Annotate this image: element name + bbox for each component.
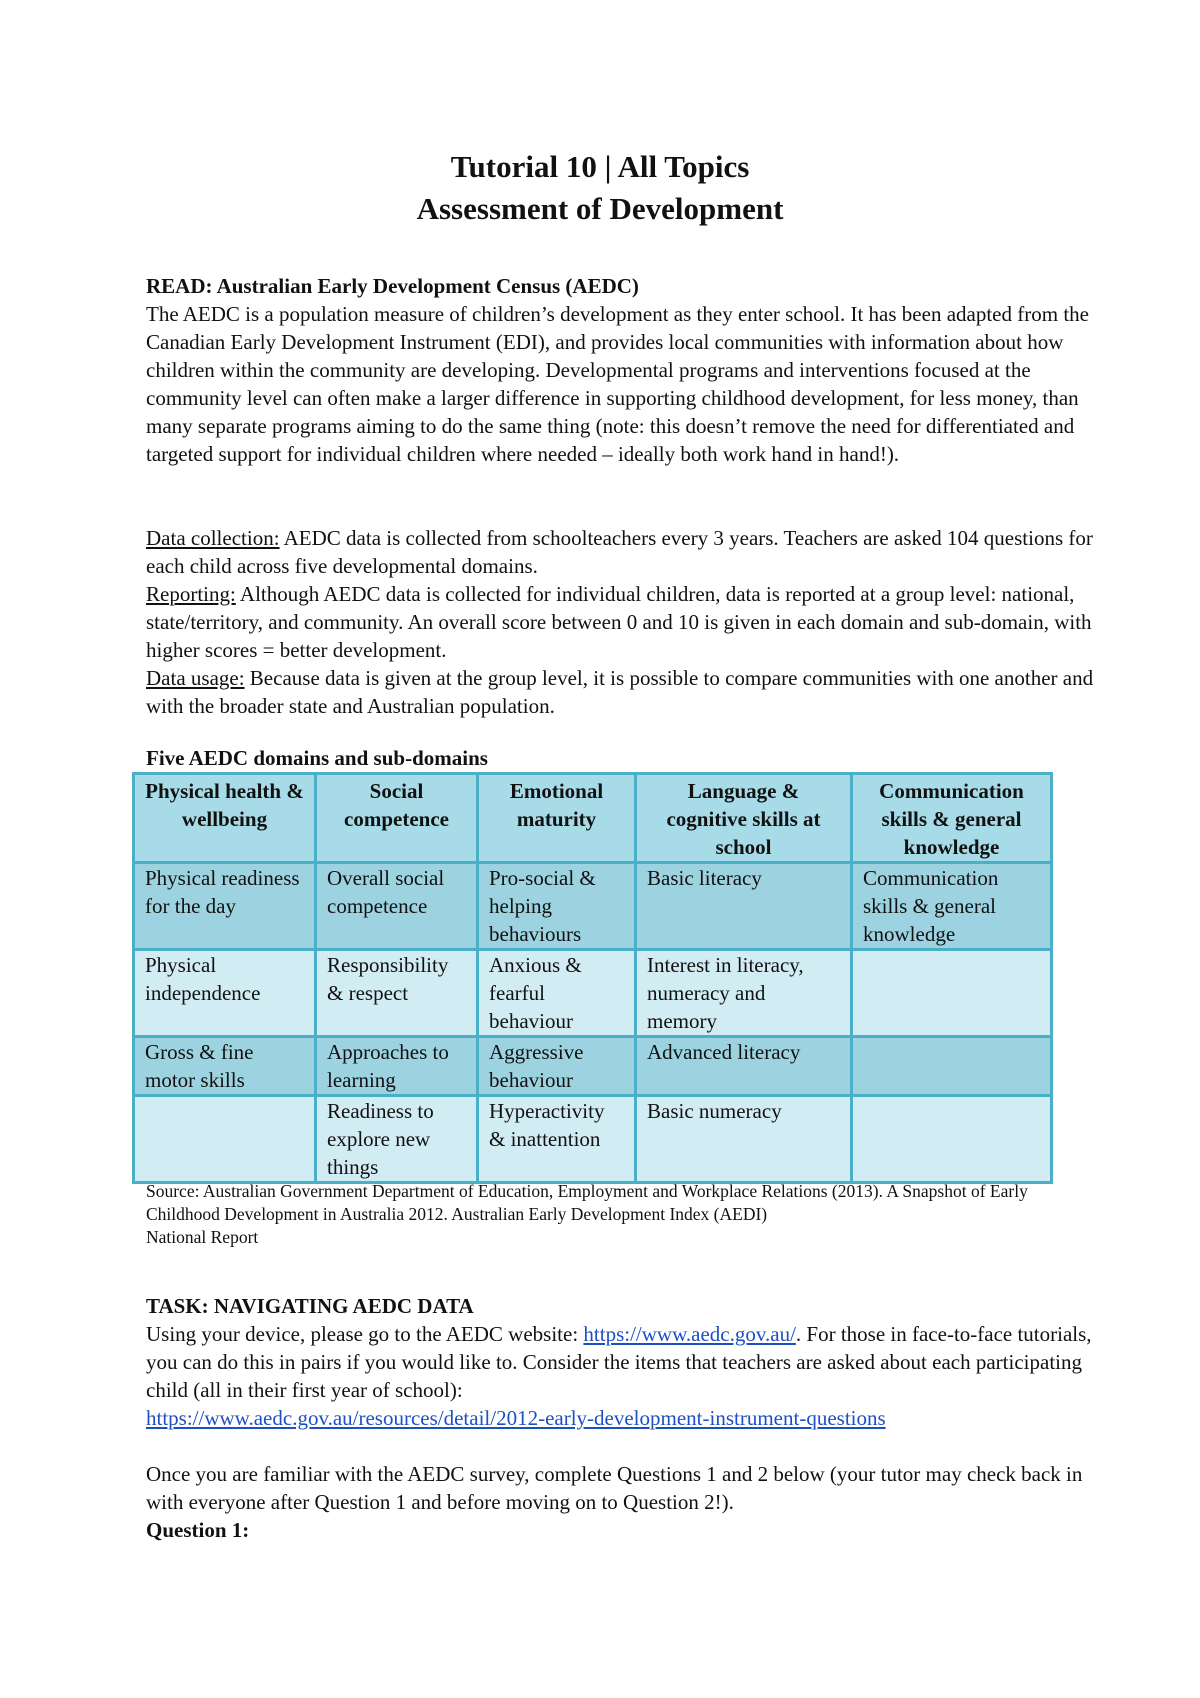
task-text-after-link: . For those in face-to-face tutorials, you can do this in pairs if you would like to. Consider the items that teachers are asked about each participating child (all in their first year of school): [146,1322,1092,1402]
table-caption: Five AEDC domains and sub-domains [146,746,488,770]
table-header-cell: Social competence [316,774,478,863]
table-row [134,863,1052,950]
followup-paragraph: Once you are familiar with the AEDC survey, complete Questions 1 and 2 below (your tutor may check back in with everyone after Question 1 and before moving on to Question 2!). [146,1462,1083,1514]
table-cell [852,950,1052,1037]
table-row [134,950,1052,1037]
task-paragraph [146,1320,1106,1404]
task-section [146,1292,1106,1432]
table-cell: Hyperactivity & inattention [478,1096,636,1183]
table-header-cell: Communication skills & general knowledge [852,774,1052,863]
task-text-before-link: Using your device, please go to the AEDC website: [146,1322,584,1346]
table-cell: Basic literacy [636,863,852,950]
table-row [134,1037,1052,1096]
source-citation-line2: National Report [146,1227,259,1247]
data-usage-text: Because data is given at the group level, it is possible to compare communities with one another and with the broader state and Australian population. [146,666,1094,718]
table-header-cell: Physical health & wellbeing [134,774,316,863]
aedc-website-link[interactable]: https://www.aedc.gov.au/ [583,1322,796,1346]
table-cell [852,1096,1052,1183]
reporting-label: Reporting: [146,582,236,606]
data-collection-label: Data collection: [146,526,280,550]
task-heading: TASK: NAVIGATING AEDC DATA [146,1294,474,1318]
table-cell: Aggressive behaviour [478,1037,636,1096]
table-cell: Advanced literacy [636,1037,852,1096]
data-usage-label: Data usage: [146,666,245,690]
table-cell: Overall social competence [316,863,478,950]
read-section [146,272,1106,468]
table-cell: Approaches to learning [316,1037,478,1096]
table-header-row [134,774,1052,863]
table-cell: Gross & fine motor skills [134,1037,316,1096]
table-header-cell: Language & cognitive skills at school [636,774,852,863]
table-cell [852,1037,1052,1096]
table-source [146,1180,1106,1249]
read-paragraph: The AEDC is a population measure of children’s development as they enter school. It has been adapted from the Canadian Early Development Instrument (EDI), and provides local communities with information about how children within the community are developing. Developmental programs and interventions focused at the community level can often make a larger difference in supporting childhood development, for less money, than many separate programs aiming to do the same thing (note: this doesn’t remove the need for differentiated and targeted support for individual children where needed – ideally both work hand in hand!). [146,302,1089,466]
table-cell: Interest in literacy, numeracy and memory [636,950,852,1037]
question-section [146,1460,1106,1544]
table-cell: Communication skills & general knowledge [852,863,1052,950]
page-subtitle: Assessment of Development [416,191,784,226]
table-cell: Basic numeracy [636,1096,852,1183]
read-heading: READ: Australian Early Development Census (AEDC) [146,274,639,298]
table-cell: Physical independence [134,950,316,1037]
reporting-paragraph [146,580,1106,664]
data-collection-paragraph [146,524,1106,580]
table-cell [134,1096,316,1183]
data-collection-text: AEDC data is collected from schoolteachers every 3 years. Teachers are asked 104 questions for each child across five developmental domains. [146,526,1093,578]
domains-table [132,772,1053,1184]
table-cell: Anxious & fearful behaviour [478,950,636,1037]
question-1-label: Question 1: [146,1518,250,1542]
edi-questions-link[interactable]: https://www.aedc.gov.au/resources/detail/2012-early-development-instrument-questions [146,1406,886,1430]
page-title: Tutorial 10 | All Topics [450,149,750,184]
table-cell: Physical readiness for the day [134,863,316,950]
table-row [134,1096,1052,1183]
task-link-line [146,1404,1106,1432]
table-cell: Responsibility & respect [316,950,478,1037]
data-info-section [146,524,1106,720]
data-usage-paragraph [146,664,1106,720]
reporting-text: Although AEDC data is collected for individual children, data is reported at a group level: national, state/territory, and community. An overall score between 0 and 10 is given in each domain and sub-domain, with higher scores = better development. [146,582,1092,662]
table-cell: Pro-social & helping behaviours [478,863,636,950]
table-cell: Readiness to explore new things [316,1096,478,1183]
source-citation: Source: Australian Government Department of Education, Employment and Workplace Relations (2013). A Snapshot of Early Childhood Development in Australia 2012. Australian Early Development Index (AEDI) [146,1181,1028,1224]
table-header-cell: Emotional maturity [478,774,636,863]
